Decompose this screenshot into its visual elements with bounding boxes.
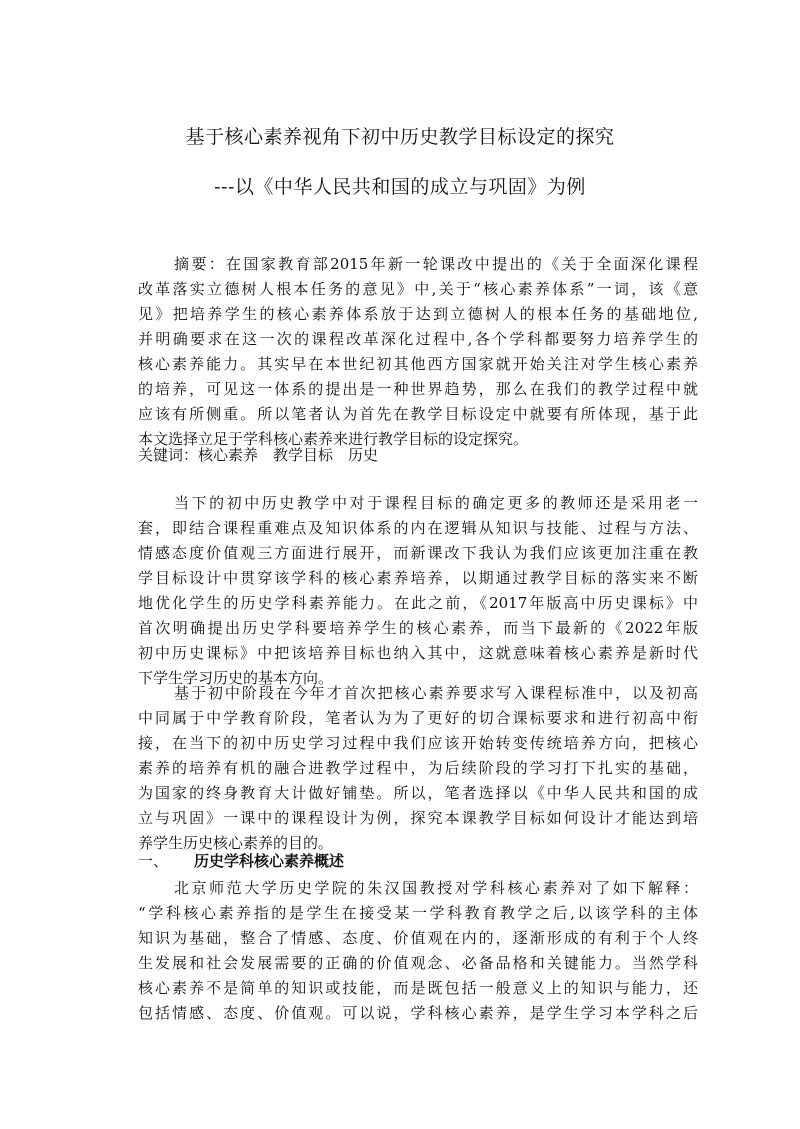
paragraph-line: 套，即结合课程重难点及知识体系的内在逻辑从知识与技能、过程与方法、	[138, 519, 698, 537]
paragraph-line: 初中历史课标》中把该培养目标也纳入其中，这就意味着核心素养是新时代	[138, 644, 698, 662]
paragraph-line: 首次明确提出历史学科要培养学生的核心素养，而当下最新的《2022年版	[138, 619, 698, 637]
paragraph-3	[138, 876, 698, 1026]
keywords-line: 关键词：核心素养 教学目标 历史	[138, 446, 379, 464]
abstract-line: 的培养，可见这一体系的提出是一种世界趋势，那么在我们的教学过程中就	[138, 380, 698, 398]
paragraph-line: 地优化学生的历史学科素养能力。在此之前，《2017年版高中历史课标》中	[138, 594, 698, 612]
paragraph-line: 包括情感、态度、价值观。可以说，学科核心素养，是学生学习本学科之后	[138, 1004, 698, 1022]
paragraph-line: 北京师范大学历史学院的朱汉国教授对学科核心素养对了如下解释：	[174, 879, 698, 897]
abstract-line: 应该有所侧重。所以笔者认为首先在教学目标设定中就要有所体现，基于此	[138, 405, 698, 423]
document-title: 基于核心素养视角下初中历史教学目标设定的探究	[185, 126, 615, 148]
paragraph-line: 核心素养不是简单的知识或技能，而是既包括一般意义上的知识与能力，还	[138, 979, 698, 997]
paragraph-line: 基于初中阶段在今年才首次把核心素养要求写入课程标准中，以及初高	[174, 684, 698, 702]
paragraph-line: 为国家的终身教育大计做好铺垫。所以，笔者选择以《中华人民共和国的成	[138, 784, 698, 802]
abstract-line: 并明确要求在这一次的课程改革深化过程中,各个学科都要努力培养学生的	[138, 330, 698, 348]
section-heading	[138, 849, 698, 874]
paragraph-line: 情感态度价值观三方面进行展开，而新课改下我认为我们应该更加注重在教	[138, 544, 698, 562]
abstract-line: 改革落实立德树人根本任务的意见》中,关于“核心素养体系”一词，该《意	[138, 280, 698, 298]
paragraph-line: 生发展和社会发展需要的正确的价值观念、必备品格和关键能力。当然学科	[138, 954, 698, 972]
paragraph-line: 下学生学习历史的基本方向。	[138, 669, 334, 687]
paragraph-line: 当下的初中历史教学中对于课程目标的确定更多的教师还是采用老一	[174, 494, 698, 512]
paragraph-line: “学科核心素养指的是学生在接受某一学科教育教学之后,以该学科的主体	[138, 904, 698, 922]
paragraph-line: 学目标设计中贯穿该学科的核心素养培养，以期通过教学目标的落实来不断	[138, 569, 698, 587]
paragraph-line: 中同属于中学教育阶段，笔者认为为了更好的切合课标要求和进行初高中衔	[138, 709, 698, 727]
abstract	[138, 252, 698, 452]
abstract-line: 摘要：在国家教育部2015年新一轮课改中提出的《关于全面深化课程	[174, 255, 698, 273]
keywords	[138, 443, 698, 468]
paragraph-line: 立与巩固》一课中的课程设计为例，探究本课教学目标如何设计才能达到培	[138, 809, 698, 827]
paragraph-2	[138, 681, 698, 856]
paragraph-line: 接，在当下的初中历史学习过程中我们应该开始转变传统培养方向，把核心	[138, 734, 698, 752]
paragraph-line: 知识为基础，整合了情感、态度、价值观在内的，逐渐形成的有利于个人终	[138, 929, 698, 947]
abstract-line: 核心素养能力。其实早在本世纪初其他西方国家就开始关注对学生核心素养	[138, 355, 698, 373]
paragraph-1	[138, 491, 698, 691]
paragraph-line: 素养的培养有机的融合进教学过程中，为后续阶段的学习打下扎实的基础，	[138, 759, 698, 777]
abstract-line: 本文选择立足于学科核心素养来进行教学目标的设定探究。	[138, 430, 529, 448]
section-number: 一、	[138, 852, 169, 870]
abstract-line: 见》把培养学生的核心素养体系放于达到立德树人的根本任务的基础地位,	[138, 305, 698, 323]
document-subtitle: ---以《中华人民共和国的成立与巩固》为例	[214, 176, 586, 198]
paragraph-line: 养学生历史核心素养的目的。	[138, 834, 334, 852]
section-title: 历史学科核心素养概述	[194, 852, 345, 870]
